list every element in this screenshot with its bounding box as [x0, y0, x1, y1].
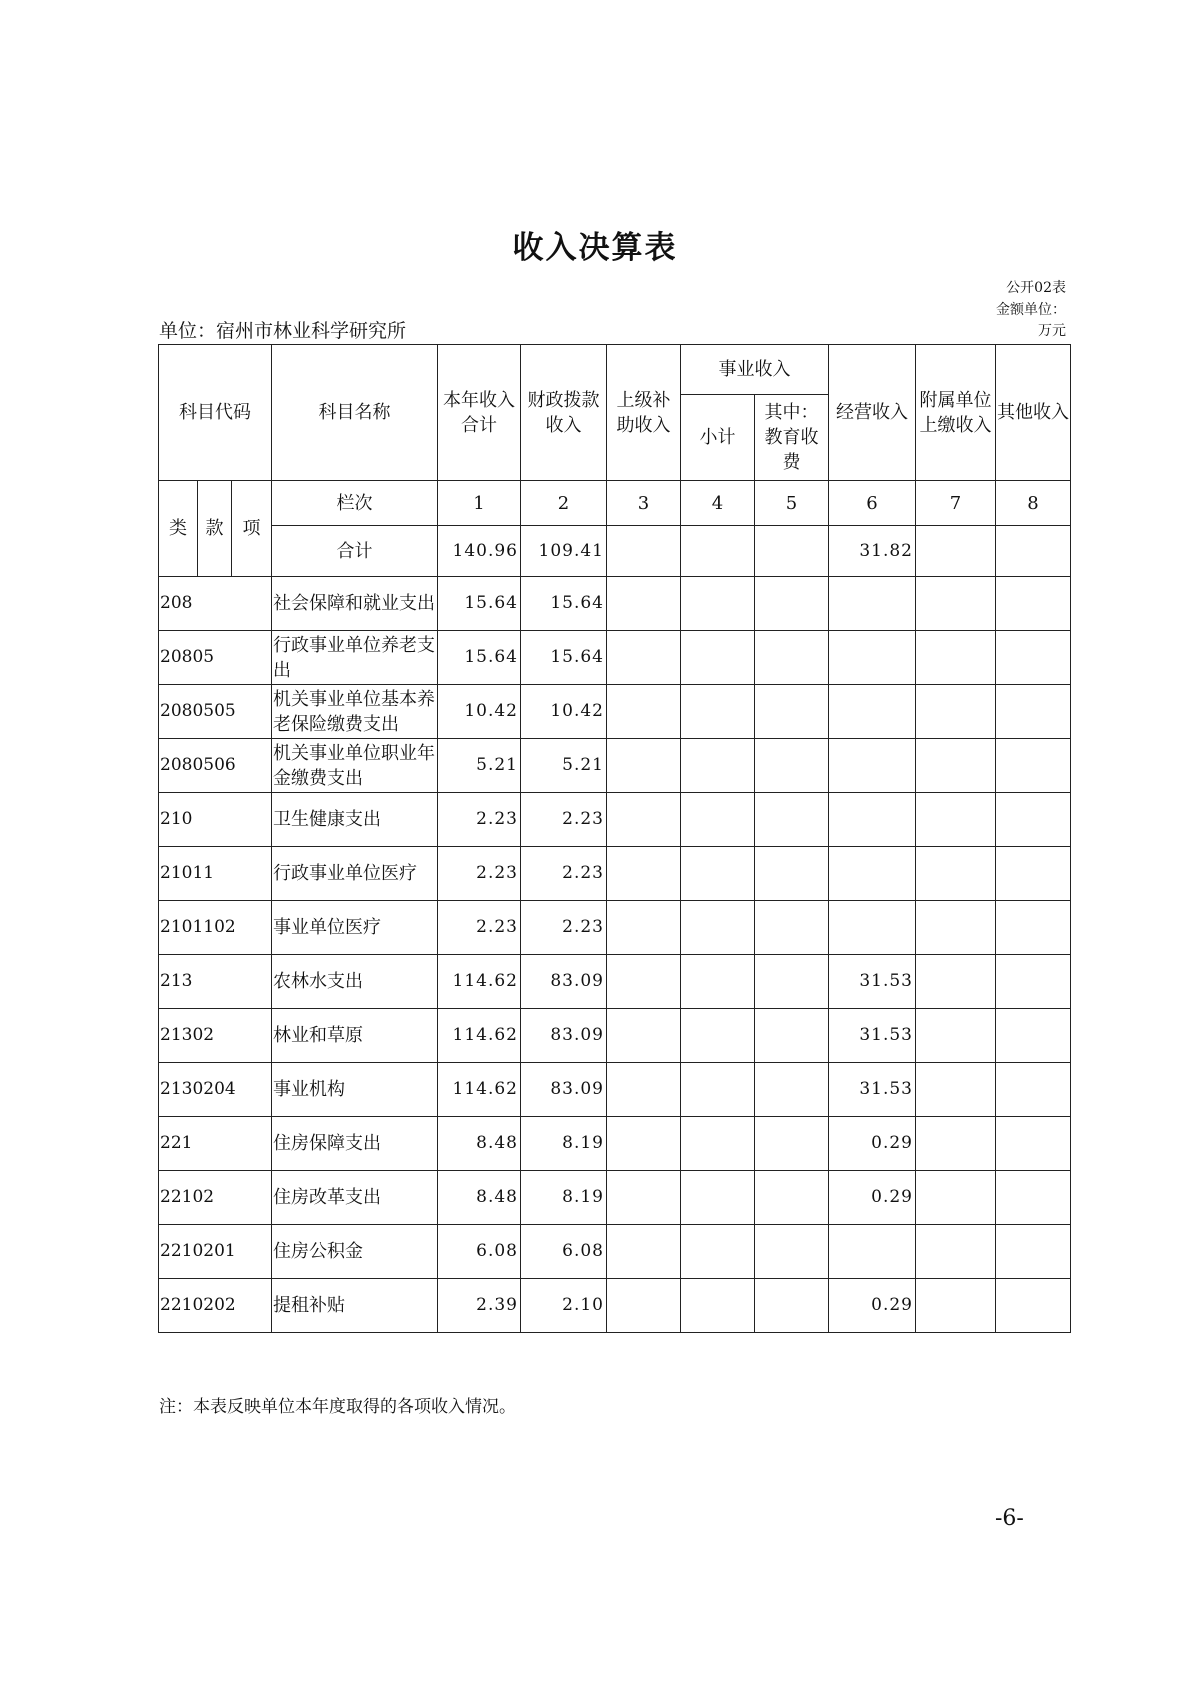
subject-name: 行政事业单位医疗 — [272, 847, 438, 901]
amount-cell — [681, 1063, 755, 1117]
subject-name: 行政事业单位养老支出 — [272, 631, 438, 685]
subject-name: 事业机构 — [272, 1063, 438, 1117]
subject-name: 事业单位医疗 — [272, 901, 438, 955]
amount-cell: 114.62 — [438, 1009, 521, 1063]
subject-code: 2080506 — [159, 739, 272, 793]
table-row — [159, 685, 1071, 739]
column-number: 4 — [681, 481, 755, 526]
amount-cell — [755, 685, 829, 739]
column-number: 3 — [607, 481, 681, 526]
total-cell: 140.96 — [438, 526, 521, 577]
subject-name: 住房保障支出 — [272, 1117, 438, 1171]
total-cell — [996, 526, 1071, 577]
amount-cell — [607, 1279, 681, 1333]
amount-cell — [755, 793, 829, 847]
page-title: 收入决算表 — [512, 230, 678, 266]
amount-unit: 万元 — [1038, 323, 1066, 339]
amount-cell — [755, 847, 829, 901]
amount-cell: 114.62 — [438, 1063, 521, 1117]
subject-code: 2210202 — [159, 1279, 272, 1333]
amount-cell: 2.10 — [521, 1279, 607, 1333]
amount-cell: 31.53 — [829, 1063, 916, 1117]
total-cell — [681, 526, 755, 577]
amount-cell — [681, 847, 755, 901]
column-number: 2 — [521, 481, 607, 526]
amount-cell: 15.64 — [521, 631, 607, 685]
amount-cell — [755, 1171, 829, 1225]
form-number: 公开02表 — [1006, 280, 1066, 296]
subject-name: 机关事业单位职业年金缴费支出 — [272, 739, 438, 793]
table-row — [159, 577, 1071, 631]
total-cell: 31.82 — [829, 526, 916, 577]
amount-cell — [829, 739, 916, 793]
amount-cell — [996, 847, 1071, 901]
amount-cell — [829, 1225, 916, 1279]
table-row — [159, 631, 1071, 685]
amount-cell — [681, 631, 755, 685]
header-business: 事业收入 — [681, 345, 829, 395]
amount-cell — [755, 739, 829, 793]
header-xiang: 项 — [232, 481, 272, 577]
header-superior: 上级补助收入 — [607, 345, 681, 481]
amount-cell — [681, 1225, 755, 1279]
header-operating: 经营收入 — [829, 345, 916, 481]
amount-cell — [829, 847, 916, 901]
table-note: 注：本表反映单位本年度取得的各项收入情况。 — [159, 1397, 516, 1417]
unit-name: 单位：宿州市林业科学研究所 — [159, 320, 407, 342]
subject-code: 213 — [159, 955, 272, 1009]
amount-cell: 2.23 — [438, 793, 521, 847]
amount-cell: 0.29 — [829, 1171, 916, 1225]
amount-cell — [607, 1171, 681, 1225]
column-number: 1 — [438, 481, 521, 526]
amount-cell — [607, 577, 681, 631]
amount-cell: 15.64 — [438, 577, 521, 631]
header-name: 科目名称 — [272, 345, 438, 481]
amount-cell: 6.08 — [521, 1225, 607, 1279]
amount-cell — [755, 631, 829, 685]
amount-cell: 15.64 — [521, 577, 607, 631]
amount-cell — [916, 577, 996, 631]
amount-cell — [916, 1279, 996, 1333]
table-row — [159, 1009, 1071, 1063]
amount-cell: 83.09 — [521, 1063, 607, 1117]
amount-cell — [829, 631, 916, 685]
amount-unit-label: 金额单位： — [996, 302, 1066, 318]
amount-cell: 10.42 — [438, 685, 521, 739]
amount-cell — [681, 955, 755, 1009]
amount-cell — [681, 1171, 755, 1225]
amount-cell — [996, 1279, 1071, 1333]
amount-cell — [607, 793, 681, 847]
column-number: 7 — [916, 481, 996, 526]
table-row — [159, 847, 1071, 901]
amount-cell — [755, 1117, 829, 1171]
amount-cell — [681, 739, 755, 793]
amount-cell: 2.23 — [521, 793, 607, 847]
table-row — [159, 793, 1071, 847]
subject-code: 208 — [159, 577, 272, 631]
amount-cell — [681, 793, 755, 847]
amount-cell: 0.29 — [829, 1279, 916, 1333]
amount-cell — [681, 685, 755, 739]
amount-cell — [681, 1279, 755, 1333]
amount-cell — [916, 793, 996, 847]
subject-code: 2101102 — [159, 901, 272, 955]
amount-cell — [681, 901, 755, 955]
header-total: 本年收入合计 — [438, 345, 521, 481]
subject-code: 20805 — [159, 631, 272, 685]
amount-cell: 15.64 — [438, 631, 521, 685]
subject-code: 2080505 — [159, 685, 272, 739]
table-row — [159, 955, 1071, 1009]
amount-cell — [996, 1171, 1071, 1225]
amount-cell: 2.23 — [438, 901, 521, 955]
amount-cell: 5.21 — [438, 739, 521, 793]
subject-code: 22102 — [159, 1171, 272, 1225]
header-lanci: 栏次 — [272, 481, 438, 526]
subject-code: 210 — [159, 793, 272, 847]
amount-cell — [755, 955, 829, 1009]
total-cell — [755, 526, 829, 577]
subject-code: 2210201 — [159, 1225, 272, 1279]
header-lei: 类 — [159, 481, 198, 577]
amount-cell — [916, 1009, 996, 1063]
amount-cell — [916, 685, 996, 739]
amount-cell — [916, 1171, 996, 1225]
subject-code: 21302 — [159, 1009, 272, 1063]
amount-cell: 2.39 — [438, 1279, 521, 1333]
subject-name: 住房公积金 — [272, 1225, 438, 1279]
amount-cell: 2.23 — [521, 847, 607, 901]
total-cell: 109.41 — [521, 526, 607, 577]
amount-cell — [829, 685, 916, 739]
header-kuan: 款 — [198, 481, 232, 577]
amount-cell: 83.09 — [521, 955, 607, 1009]
amount-cell — [916, 1063, 996, 1117]
income-table — [158, 344, 1071, 1333]
amount-cell — [996, 739, 1071, 793]
amount-cell — [996, 577, 1071, 631]
amount-cell — [607, 847, 681, 901]
amount-cell — [681, 1117, 755, 1171]
amount-cell — [996, 955, 1071, 1009]
amount-cell — [996, 685, 1071, 739]
amount-cell — [996, 901, 1071, 955]
amount-cell — [607, 1063, 681, 1117]
amount-cell — [607, 739, 681, 793]
subject-code: 2130204 — [159, 1063, 272, 1117]
amount-cell — [829, 793, 916, 847]
amount-cell: 31.53 — [829, 955, 916, 1009]
amount-cell — [755, 1063, 829, 1117]
amount-cell — [681, 577, 755, 631]
subject-code: 21011 — [159, 847, 272, 901]
subject-name: 机关事业单位基本养老保险缴费支出 — [272, 685, 438, 739]
subject-name: 农林水支出 — [272, 955, 438, 1009]
amount-cell: 2.23 — [521, 901, 607, 955]
amount-cell: 6.08 — [438, 1225, 521, 1279]
amount-cell — [996, 1063, 1071, 1117]
amount-cell: 8.48 — [438, 1171, 521, 1225]
amount-cell — [916, 955, 996, 1009]
amount-cell — [996, 793, 1071, 847]
header-other: 其他收入 — [996, 345, 1071, 481]
header-code: 科目代码 — [159, 345, 272, 481]
amount-cell — [996, 1225, 1071, 1279]
amount-cell — [916, 739, 996, 793]
subject-name: 林业和草原 — [272, 1009, 438, 1063]
amount-cell — [755, 901, 829, 955]
amount-cell — [996, 631, 1071, 685]
amount-cell: 2.23 — [438, 847, 521, 901]
header-education: 其中：教育收费 — [755, 395, 829, 481]
amount-cell: 8.19 — [521, 1171, 607, 1225]
table-row — [159, 1117, 1071, 1171]
table-body — [159, 345, 1071, 1333]
table-row — [159, 1225, 1071, 1279]
amount-cell — [755, 577, 829, 631]
page-number: -6- — [995, 1506, 1024, 1531]
amount-cell: 83.09 — [521, 1009, 607, 1063]
table-row — [159, 1063, 1071, 1117]
amount-cell — [996, 1117, 1071, 1171]
header-affiliated: 附属单位上缴收入 — [916, 345, 996, 481]
column-number: 8 — [996, 481, 1071, 526]
amount-cell — [607, 685, 681, 739]
header-fiscal: 财政拨款收入 — [521, 345, 607, 481]
amount-cell — [607, 631, 681, 685]
subject-name: 提租补贴 — [272, 1279, 438, 1333]
amount-cell — [681, 1009, 755, 1063]
table-row — [159, 1171, 1071, 1225]
amount-cell — [916, 1225, 996, 1279]
amount-cell: 31.53 — [829, 1009, 916, 1063]
amount-cell — [916, 901, 996, 955]
amount-cell — [829, 901, 916, 955]
total-label: 合计 — [272, 526, 438, 577]
total-cell — [607, 526, 681, 577]
subject-name: 卫生健康支出 — [272, 793, 438, 847]
amount-cell — [829, 577, 916, 631]
amount-cell: 0.29 — [829, 1117, 916, 1171]
amount-cell — [916, 1117, 996, 1171]
table-row — [159, 901, 1071, 955]
table-row — [159, 739, 1071, 793]
amount-cell — [755, 1009, 829, 1063]
amount-cell: 8.48 — [438, 1117, 521, 1171]
amount-cell — [755, 1279, 829, 1333]
amount-cell — [996, 1009, 1071, 1063]
header-subtotal: 小计 — [681, 395, 755, 481]
table-row — [159, 1279, 1071, 1333]
amount-cell: 5.21 — [521, 739, 607, 793]
amount-cell — [607, 955, 681, 1009]
amount-cell — [607, 1117, 681, 1171]
subject-name: 社会保障和就业支出 — [272, 577, 438, 631]
subject-name: 住房改革支出 — [272, 1171, 438, 1225]
amount-cell — [607, 1009, 681, 1063]
amount-cell: 8.19 — [521, 1117, 607, 1171]
amount-cell: 114.62 — [438, 955, 521, 1009]
column-number: 5 — [755, 481, 829, 526]
subject-code: 221 — [159, 1117, 272, 1171]
amount-cell — [607, 901, 681, 955]
amount-cell — [755, 1225, 829, 1279]
amount-cell — [916, 631, 996, 685]
amount-cell: 10.42 — [521, 685, 607, 739]
amount-cell — [607, 1225, 681, 1279]
amount-cell — [916, 847, 996, 901]
column-number: 6 — [829, 481, 916, 526]
total-cell — [916, 526, 996, 577]
